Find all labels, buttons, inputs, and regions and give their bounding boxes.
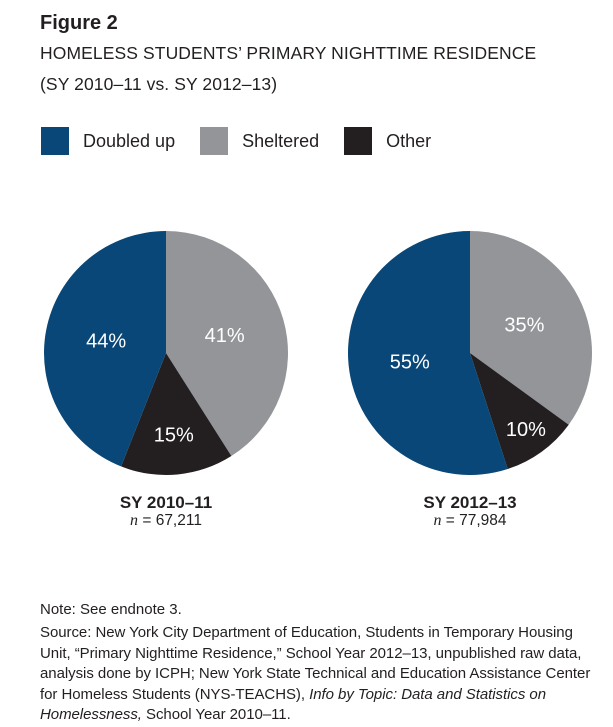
pie1-n-value [16, 512, 316, 529]
figure-title-line2: (SY 2010–11 vs. SY 2012–13) [40, 74, 278, 94]
figure-note: Note: See endnote 3. [40, 601, 182, 618]
pie1-title: SY 2010–11 [119, 493, 213, 512]
source-text: Source: New York City Department of Education, Students in Temporary Housing Unit, “Primary Nighttime Residence,” School Year 2012–13, unpublished raw data, analysis done by ICPH; New York State Technical and Education Assistance Center for Homeless Students (NYS-TEACHS), [40, 624, 591, 703]
source-text-end: School Year 2010–11. [141, 706, 291, 723]
figure-label: Figure 2 [40, 12, 118, 34]
pie-1-value-label-doubled-up: 44% [86, 330, 127, 353]
pie2-n-value [320, 512, 613, 529]
pie-1-sy-2010-11 [44, 231, 288, 475]
pie1-n-symbol: n [130, 512, 139, 529]
pie-1-value-label-sheltered: 41% [204, 325, 245, 347]
legend-label-doubled-up: Doubled up [83, 131, 176, 151]
pie2-caption [320, 494, 613, 529]
pie-2-sy-2012-13 [348, 231, 592, 475]
pie2-n-symbol: n [433, 512, 442, 529]
pie-2-value-label-other: 10% [505, 419, 546, 441]
pie-1-value-label-other: 15% [153, 424, 194, 447]
pie2-n-rest: = 77,984 [441, 512, 507, 529]
pie-2-value-label-sheltered: 35% [504, 314, 545, 337]
pie2-title: SY 2012–13 [423, 493, 517, 512]
source-italic-text: Info by Topic: Data and Statistics on Homelessness, [40, 685, 547, 723]
pie1-caption [16, 494, 316, 529]
legend-label-sheltered: Sheltered [242, 131, 320, 151]
figure-source [40, 623, 596, 726]
pie1-n-rest: = 67,211 [138, 512, 202, 529]
pie-2-value-label-doubled-up: 55% [389, 351, 430, 374]
legend-label-other: Other [386, 131, 432, 151]
figure-title-line1: HOMELESS STUDENTS’ PRIMARY NIGHTTIME RESIDENCE [40, 43, 537, 63]
